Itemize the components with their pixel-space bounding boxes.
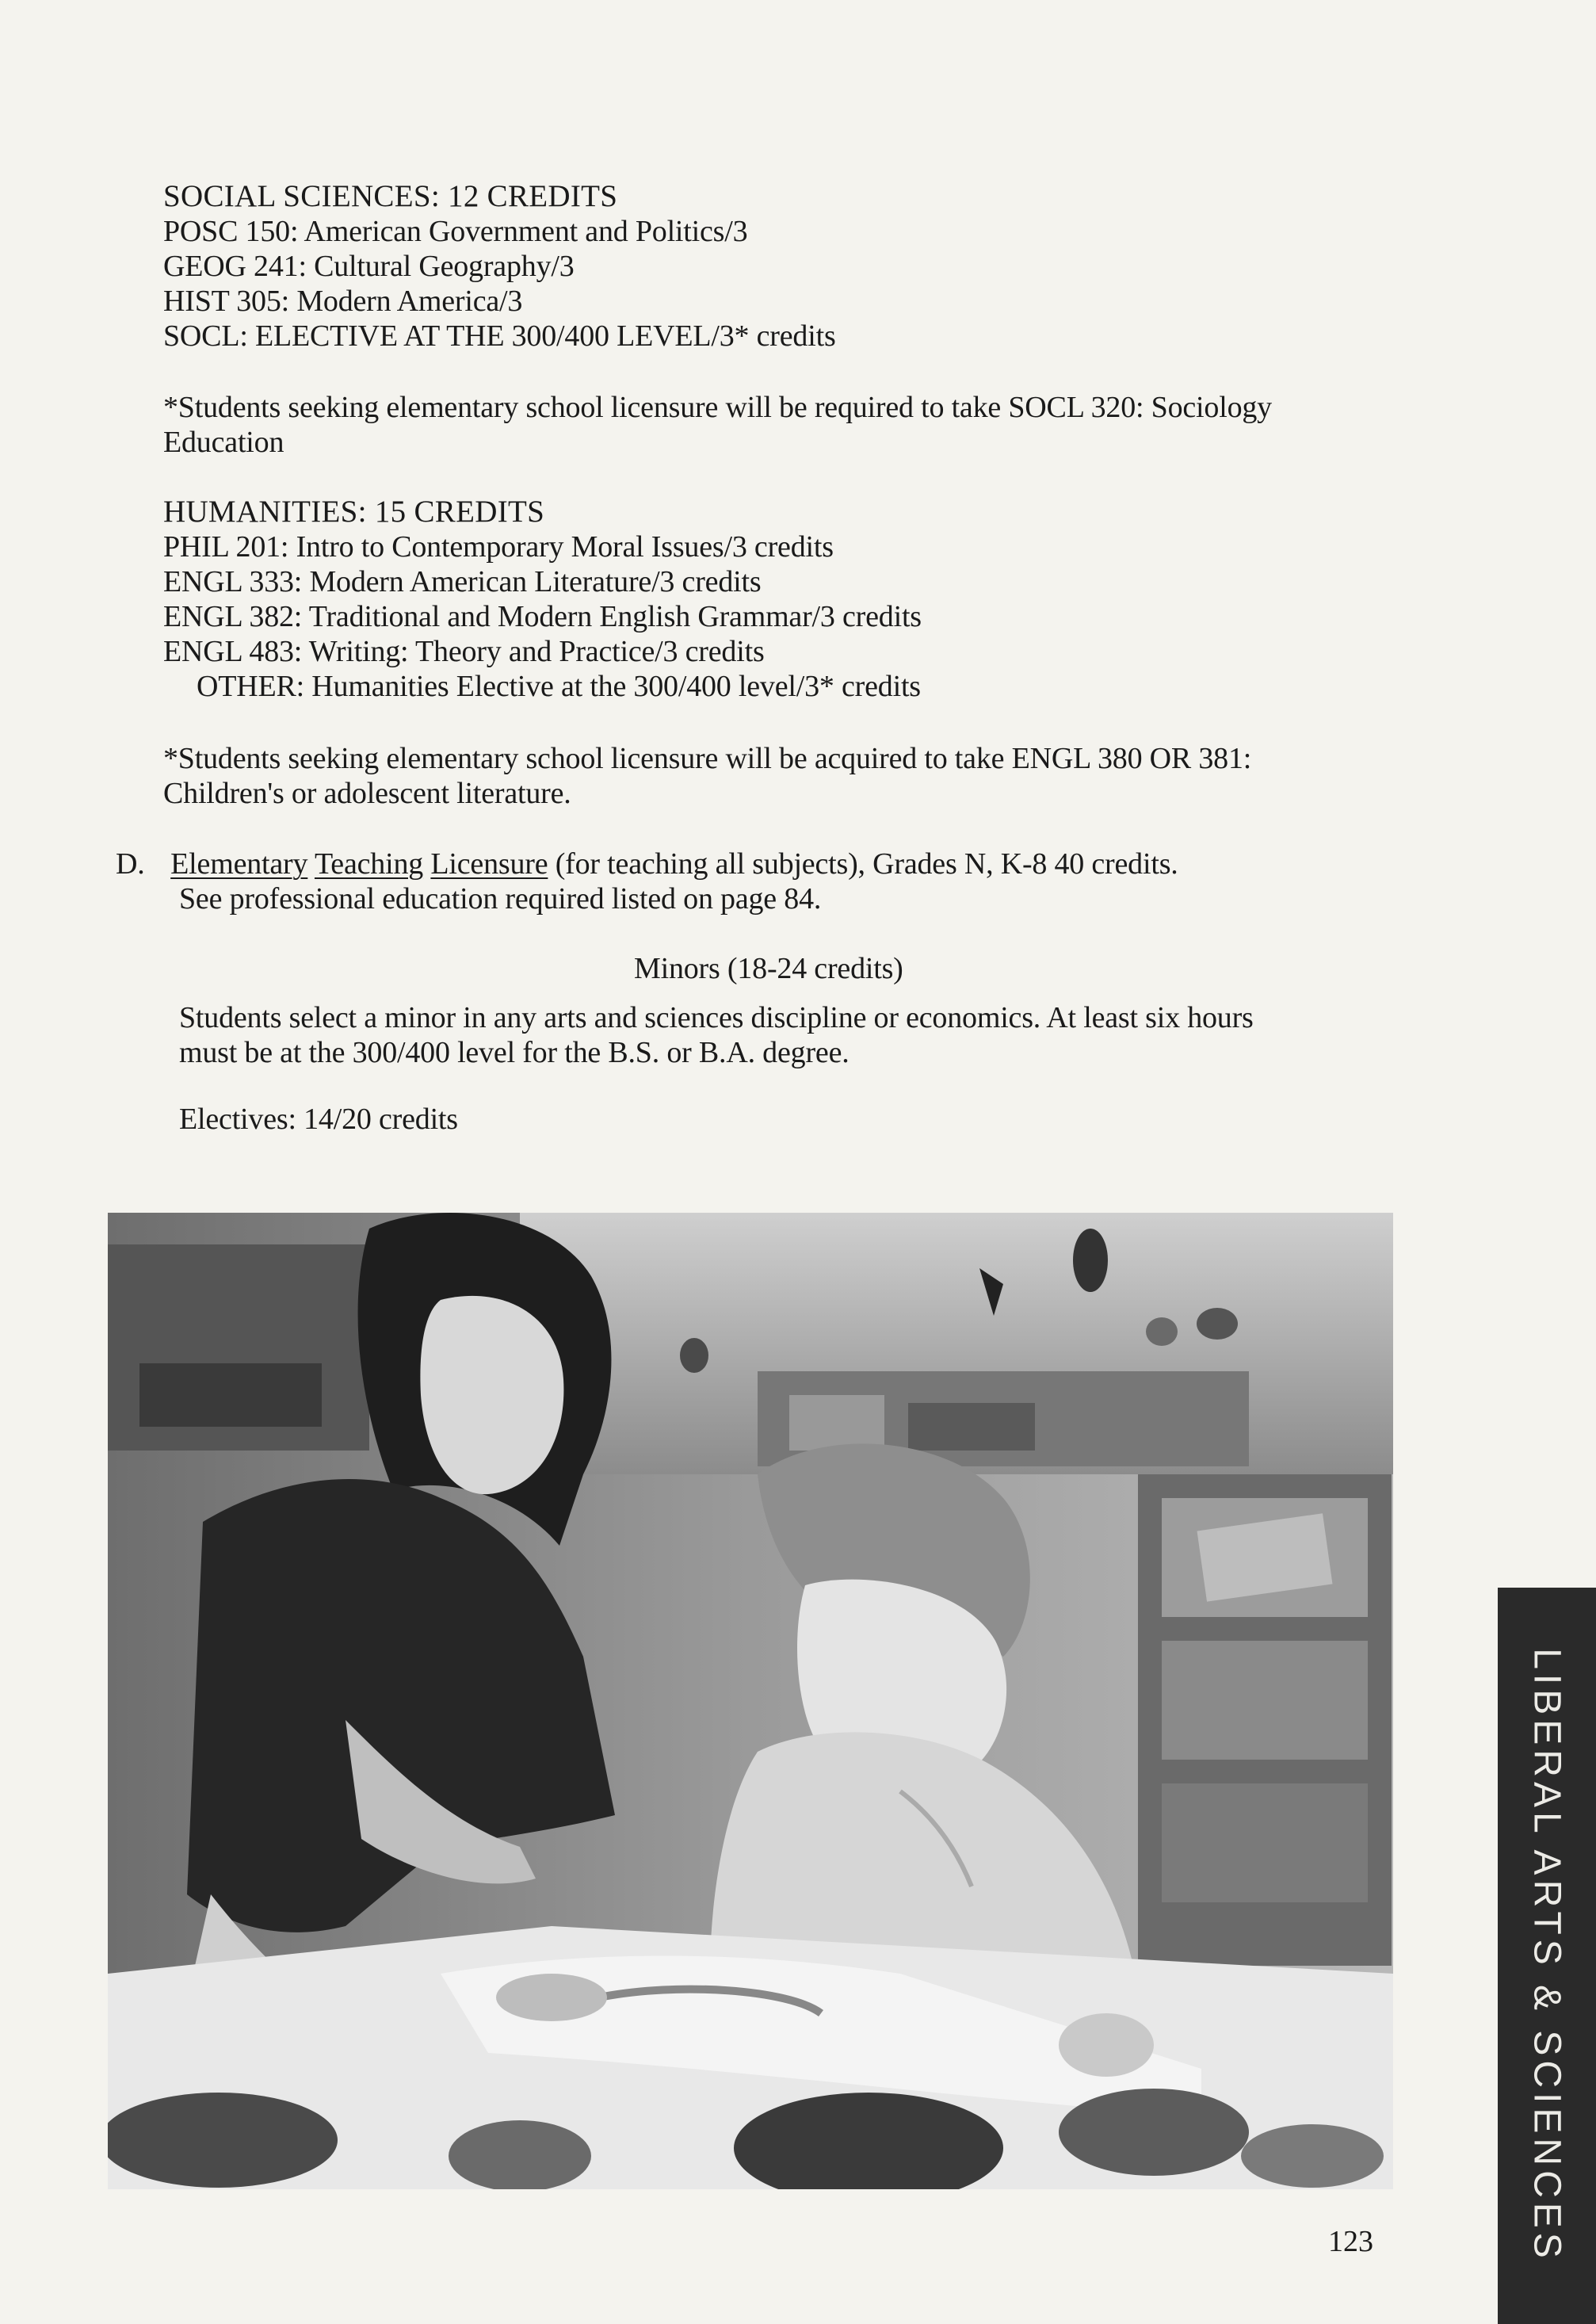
underlined-title-word: Licensure	[430, 847, 548, 881]
section-d-line	[116, 847, 1178, 881]
side-tab-label: LIBERAL ARTS & SCIENCES	[1525, 1648, 1568, 2263]
licensure-note: *Students seeking elementary school licensure will be acquired to take ENGL 380 OR 381:	[163, 742, 1252, 775]
minors-heading: Minors (18-24 credits)	[634, 952, 903, 985]
licensure-note: Children's or adolescent literature.	[163, 777, 571, 810]
licensure-note: Education	[163, 426, 284, 459]
course-line: ENGL 483: Writing: Theory and Practice/3 credits	[163, 635, 765, 668]
underlined-title-word: Teaching	[314, 847, 424, 881]
course-line: SOCL: ELECTIVE AT THE 300/400 LEVEL/3* credits	[163, 319, 836, 353]
course-line: HIST 305: Modern America/3	[163, 285, 523, 318]
licensure-note: *Students seeking elementary school licensure will be required to take SOCL 320: Sociology	[163, 391, 1272, 424]
course-line: ENGL 382: Traditional and Modern English Grammar/3 credits	[163, 600, 922, 633]
section-d-title-rest: (for teaching all subjects), Grades N, K-8 40 credits.	[555, 847, 1178, 881]
section-d-reference: See professional education required listed on page 84.	[179, 882, 822, 915]
course-line: POSC 150: American Government and Politics/3	[163, 215, 748, 248]
course-line: GEOG 241: Cultural Geography/3	[163, 250, 575, 283]
classroom-photo	[108, 1213, 1393, 2189]
section-side-tab	[1498, 1588, 1596, 2324]
course-line: ENGL 333: Modern American Literature/3 credits	[163, 565, 762, 598]
underlined-title-word: Elementary	[170, 847, 308, 881]
course-line: OTHER: Humanities Elective at the 300/400 level/3* credits	[197, 670, 921, 703]
humanities-heading: HUMANITIES: 15 CREDITS	[163, 495, 545, 529]
social-sciences-heading: SOCIAL SCIENCES: 12 CREDITS	[163, 179, 618, 213]
minors-text: must be at the 300/400 level for the B.S. or B.A. degree.	[179, 1036, 850, 1069]
section-letter: D.	[116, 847, 145, 881]
minors-text: Students select a minor in any arts and sciences discipline or economics. At least six hours	[179, 1001, 1254, 1034]
course-line: PHIL 201: Intro to Contemporary Moral Issues/3 credits	[163, 530, 834, 564]
page-number: 123	[1328, 2225, 1373, 2258]
electives-line: Electives: 14/20 credits	[179, 1103, 458, 1136]
